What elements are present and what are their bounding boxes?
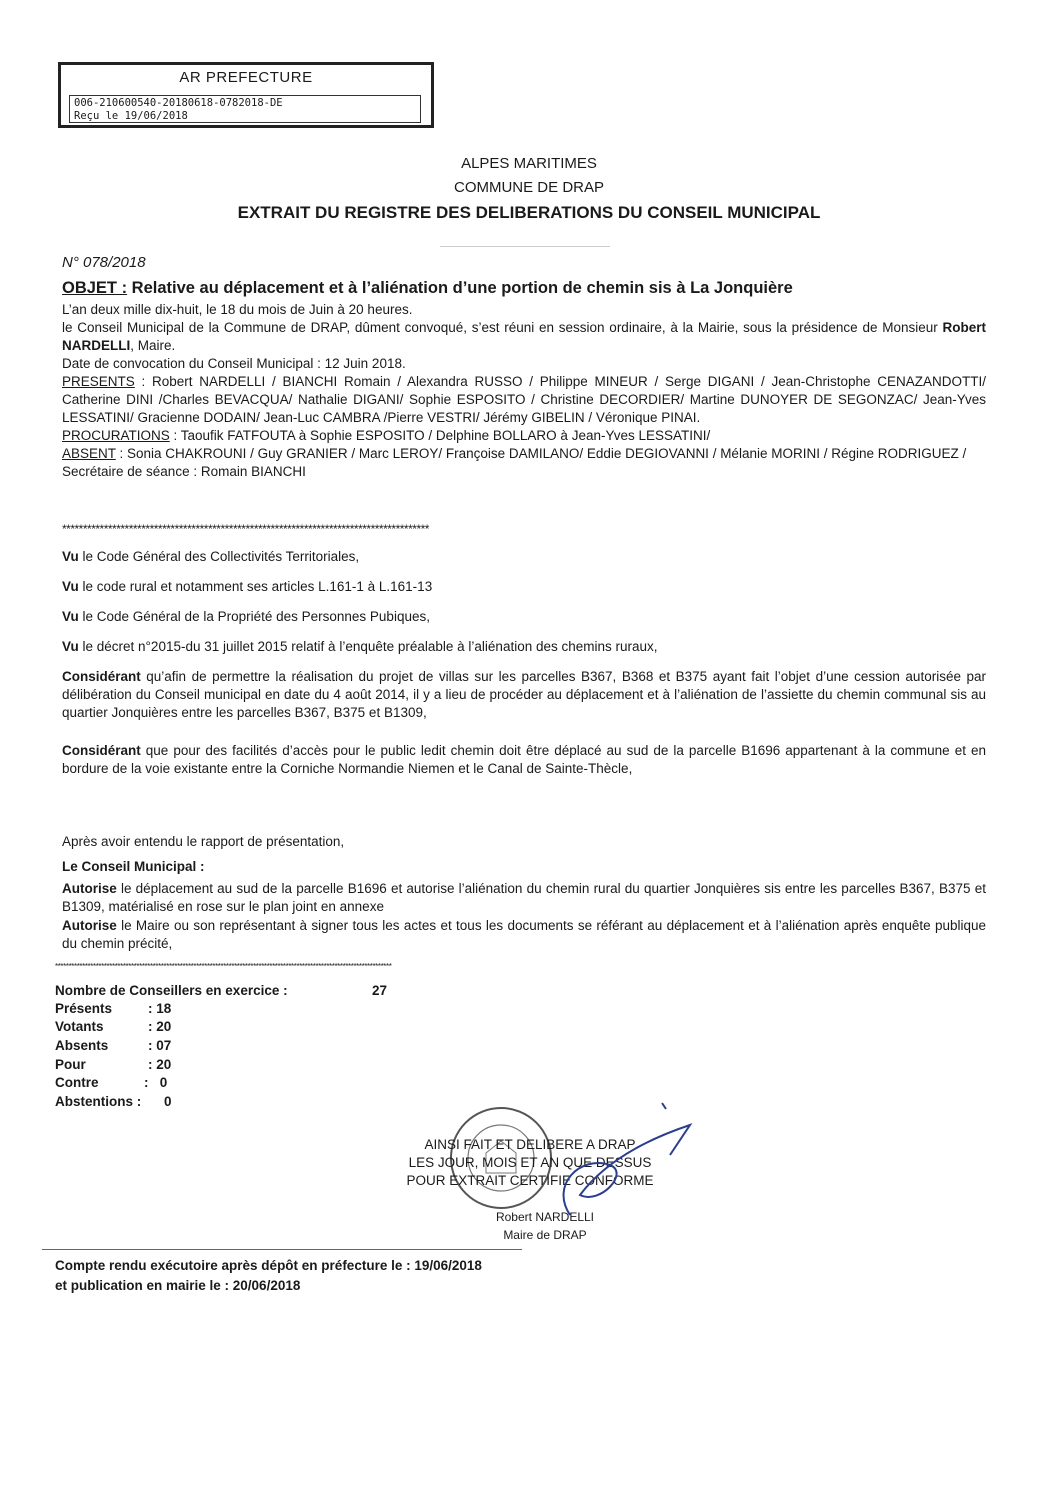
absent-paragraph [62,445,986,463]
abstentions-value: 0 [164,1094,172,1109]
considerant-text: qu’afin de permettre la réalisation du projet de villas sur les parcelles B367, B368 et B375 ayant fait l’objet d’une cession autorisée par délibération du Conseil municipal en date du 4 août 2014, il y a lieu de procéder au déplacement et à l’aliénation de l’assiette du chemin communal sis au quartier Jonquières entre les parcelles B367, B375 et B1309, [62,669,986,720]
intro-text: le Conseil Municipal de la Commune de DRAP, dûment convoqué, s’est réuni en session ordinaire, à la Mairie, sous la présidence de Monsieur [62,320,943,335]
considerant-lead: Considérant [62,669,141,684]
contre-label: Contre [55,1075,99,1090]
footer-publication: et publication en mairie le : 20/06/2018 [55,1278,301,1293]
intro-maire: , Maire. [130,338,176,353]
considerant-1 [62,668,986,722]
vu-lead: Vu [62,639,79,654]
vu-3 [62,608,986,626]
pour-label: Pour [55,1057,86,1072]
autorise-lead: Autorise [62,881,117,896]
header-separator [440,246,610,247]
signature-line-2: LES JOUR, MOIS ET AN QUE DESSUS [408,1155,652,1170]
considerant-2 [62,742,986,778]
procurations-paragraph [62,427,986,445]
prefecture-stamp [58,62,434,128]
vu-1 [62,548,986,566]
stamp-received-date: Reçu le 19/06/2018 [74,110,188,122]
signatory-name: Robert NARDELLI [495,1210,595,1224]
conseillers-value: 27 [372,983,388,998]
vu-text: le code rural et notamment ses articles L.161-1 à L.161-13 [78,579,433,594]
mayor-name: Robert NARDELLI [62,320,986,353]
vu-2 [62,578,986,596]
votants-value: : 20 [148,1019,172,1034]
stamp-title: AR PREFECTURE [179,69,313,86]
apres-line: Après avoir entendu le rapport de présentation, [62,834,345,849]
absent-label: ABSENT [62,446,116,461]
presents-list: : Robert NARDELLI / BIANCHI Romain / Alexandra RUSSO / Philippe MINEUR / Serge DIGANI / Jean-Christophe CENAZANDOTTI/ Catherine DINI /Charles BEVACQUA/ Nathalie DIGANI/ Sophie ESPOSITO / Christine DECORDIER/ Martine DUNOYER DE SEGONZAC/ Jean-Yves LESSATINI/ Gracienne DODAIN/ Jean-Luc CAMBRA /Pierre VESTRI/ Jérémy GIBELIN / Véronique PINAI. [62,374,986,425]
vu-text: le décret n°2015-du 31 juillet 2015 relatif à l’enquête préalable à l’aliénation des chemins ruraux, [78,639,658,654]
intro-block [62,301,986,481]
separator-stars-2: **************************************************************************************************************************** [55,962,392,971]
votants-label: Votants [55,1019,104,1034]
vu-4 [62,638,986,656]
stamp-reference: 006-210600540-20180618-0782018-DE [74,97,283,109]
procurations-label: PROCURATIONS [62,428,170,443]
convocation-date: Date de convocation du Conseil Municipal : 12 Juin 2018. [62,356,406,371]
intro-date: L’an deux mille dix-huit, le 18 du mois de Juin à 20 heures. [62,302,413,317]
vu-lead: Vu [62,609,79,624]
header-commune: COMMUNE DE DRAP [453,179,604,196]
conseillers-label: Nombre de Conseillers en exercice : [55,983,288,998]
objet-line [62,279,793,298]
header-department: ALPES MARITIMES [461,155,597,172]
stamp-inner-box [69,95,421,123]
signature-line-3: POUR EXTRAIT CERTIFIE CONFORME [406,1173,654,1188]
autorise-text: le déplacement au sud de la parcelle B1696 et autorise l’aliénation du chemin rural du quartier Jonquières sis entre les parcelles B367, B375 et B1309, matérialisé en rose sur le plan joint en annexe [62,881,986,914]
footer-divider [42,1249,522,1250]
contre-value: : 0 [144,1075,168,1090]
absents-count-label: Absents [55,1038,109,1053]
deliberation-number: N° 078/2018 [62,254,146,271]
signature-line-1: AINSI FAIT ET DELIBERE A DRAP [424,1137,636,1152]
intro-convocation [62,319,986,355]
procurations-list: : Taoufik FATFOUTA à Sophie ESPOSITO / Delphine BOLLARO à Jean-Yves LESSATINI/ [169,428,711,443]
absent-list: : Sonia CHAKROUNI / Guy GRANIER / Marc LEROY/ Françoise DAMILANO/ Eddie DEGIOVANNI / Mélanie MORINI / Régine RODRIGUEZ / [115,446,967,461]
vu-lead: Vu [62,579,79,594]
vu-text: le Code Général des Collectivités Territoriales, [78,549,360,564]
presents-paragraph [62,373,986,427]
considerant-lead: Considérant [62,743,141,758]
autorise-lead: Autorise [62,918,117,933]
autorise-text: le Maire ou son représentant à signer tous les actes et tous les documents se référant au déplacement et à l’aliénation après enquête publique du chemin précité, [62,918,986,951]
objet-text: Relative au déplacement et à l’aliénation d’une portion de chemin sis à La Jonquière [127,279,793,297]
header-title: EXTRAIT DU REGISTRE DES DELIBERATIONS DU CONSEIL MUNICIPAL [237,203,821,222]
presents-label: PRESENTS [62,374,135,389]
autorise-1 [62,880,986,916]
secretaire-line: Secrétaire de séance : Romain BIANCHI [62,464,306,479]
vu-text: le Code Général de la Propriété des Personnes Pubiques, [78,609,430,624]
absents-count-value: : 07 [148,1038,172,1053]
abstentions-label: Abstentions : [55,1094,142,1109]
vu-lead: Vu [62,549,79,564]
separator-stars-1: **************************************************************************************** [62,522,429,536]
footer-block [55,1256,482,1296]
considerant-text: que pour des facilités d’accès pour le public ledit chemin doit être déplacé au sud de la parcelle B1696 appartenant à la commune et en bordure de la voie existante entre la Corniche Normandie Niemen et le Canal de Sainte-Thècle, [62,743,986,776]
signatory-title: Maire de DRAP [503,1228,587,1242]
pour-value: : 20 [148,1057,172,1072]
presents-count-label: Présents [55,1001,113,1016]
autorise-2 [62,917,986,953]
handwritten-signature-image [520,1095,700,1225]
conseil-heading: Le Conseil Municipal : [62,859,205,874]
footer-executoire: Compte rendu exécutoire après dépôt en préfecture le : 19/06/2018 [55,1258,482,1273]
objet-label: OBJET : [62,279,128,297]
presents-count-value: : 18 [148,1001,172,1016]
